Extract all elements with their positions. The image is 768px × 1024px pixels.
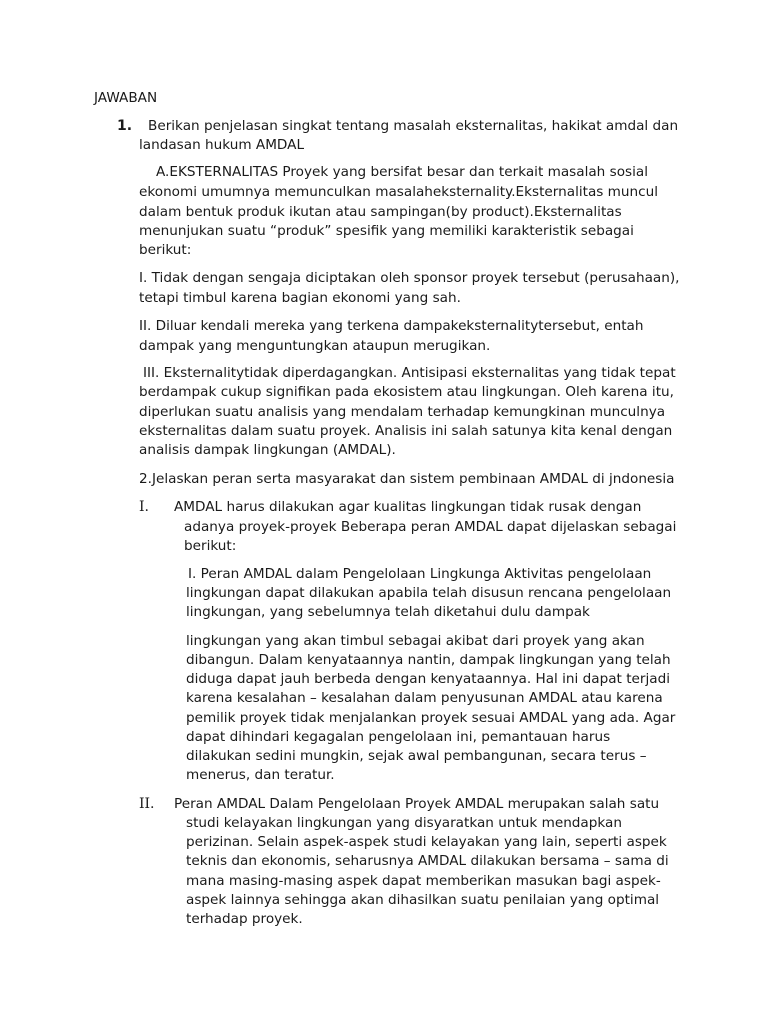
point-iii-line: eksternalitas dalam suatu proyek. Analisis ini salah satunya kita kenal dengan: [139, 423, 673, 439]
sub-item-1-cont-line: diduga dapat jauh berbeda dengan kenyataannya. Hal ini dapat terjadi: [186, 671, 670, 687]
sub-item-1-line: lingkungan, yang sebelumnya telah diketahui dulu dampak: [186, 604, 590, 620]
sub-item-1-line: I. Peran AMDAL dalam Pengelolaan Lingkunga Aktivitas pengelolaan: [188, 566, 652, 582]
sub-item-1-cont-line: pemilik proyek tidak menjalankan proyek sesuai AMDAL yang ada. Agar: [186, 710, 676, 726]
item-2-marker: II.: [139, 796, 155, 812]
point-iii-line: analisis dampak lingkungan (AMDAL).: [139, 442, 396, 458]
question-1-line: landasan hukum AMDAL: [139, 137, 305, 153]
item-1-marker: I.: [139, 499, 149, 515]
question-1-number: 1.: [117, 118, 133, 134]
item-2-line: aspek lainnya sehingga akan dihasilkan suatu penilaian yang optimal: [186, 892, 660, 908]
point-ii-line: II. Diluar kendali mereka yang terkena dampakeksternalitytersebut, entah: [139, 318, 644, 334]
sub-item-1-cont-line: dilakukan sedini mungkin, sejak awal pembangunan, secara terus –: [186, 748, 647, 764]
paragraph-a-line: dalam bentuk produk ikutan atau sampingan(by product).Eksternalitas: [139, 204, 622, 220]
point-i-line: tetapi timbul karena bagian ekonomi yang sah.: [139, 290, 461, 306]
point-ii-line: dampak yang menguntungkan ataupun merugikan.: [139, 338, 491, 354]
sub-item-1-cont-line: dibangun. Dalam kenyataannya nantin, dampak lingkungan yang telah: [186, 652, 671, 668]
item-2-line: perizinan. Selain aspek-aspek studi kelayakan yang lain, seperti aspek: [186, 834, 667, 850]
item-2-line: mana masing-masing aspek dapat memberikan masukan bagi aspek-: [186, 873, 661, 889]
document-title: JAWABAN: [94, 90, 158, 106]
item-1-line: adanya proyek-proyek Beberapa peran AMDAL dapat dijelaskan sebagai: [184, 519, 677, 535]
item-2-line: Peran AMDAL Dalam Pengelolaan Proyek AMDAL merupakan salah satu: [174, 796, 660, 812]
item-2-line: studi kelayakan lingkungan yang disyaratkan untuk mendapkan: [186, 815, 622, 831]
sub-item-1-cont-line: dapat dihindari kegagalan pengelolaan ini, pemantauan harus: [186, 729, 611, 745]
sub-item-1-cont-line: karena kesalahan – kesalahan dalam penyusunan AMDAL atau karena: [186, 690, 663, 706]
sub-item-1-line: lingkungan dapat dilakukan apabila telah disusun rencana pengelolaan: [186, 585, 672, 601]
paragraph-a-line: berikut:: [139, 242, 192, 258]
point-iii-line: III. Eksternalitytidak diperdagangkan. Antisipasi eksternalitas yang tidak tepat: [143, 365, 676, 381]
point-iii-line: diperlukan suatu analisis yang mendalam terhadap kemungkinan munculnya: [139, 404, 666, 420]
item-1-line: AMDAL harus dilakukan agar kualitas lingkungan tidak rusak dengan: [174, 499, 642, 515]
point-iii-line: berdampak cukup signifikan pada ekosistem atau lingkungan. Oleh karena itu,: [139, 384, 674, 400]
sub-item-1-cont-line: lingkungan yang akan timbul sebagai akibat dari proyek yang akan: [186, 633, 645, 649]
sub-item-1-cont-line: menerus, dan teratur.: [186, 767, 335, 783]
point-i-line: I. Tidak dengan sengaja diciptakan oleh sponsor proyek tersebut (perusahaan),: [139, 270, 680, 286]
paragraph-a-line: menunjukan suatu “produk” spesifik yang memiliki karakteristik sebagai: [139, 223, 634, 239]
item-2-line: teknis dan ekonomis, seharusnya AMDAL dilakukan bersama – sama di: [186, 853, 669, 869]
question-2: 2.Jelaskan peran serta masyarakat dan sistem pembinaan AMDAL di jndonesia: [139, 471, 675, 487]
item-2-line: terhadap proyek.: [186, 911, 303, 927]
paragraph-a-line: A.EKSTERNALITAS Proyek yang bersifat besar dan terkait masalah sosial: [156, 164, 648, 180]
item-1-line: berikut:: [184, 538, 237, 554]
paragraph-a-line: ekonomi umumnya memunculkan masalaheksternality.Eksternalitas muncul: [139, 184, 659, 200]
question-1-line: Berikan penjelasan singkat tentang masalah eksternalitas, hakikat amdal dan: [148, 118, 679, 134]
